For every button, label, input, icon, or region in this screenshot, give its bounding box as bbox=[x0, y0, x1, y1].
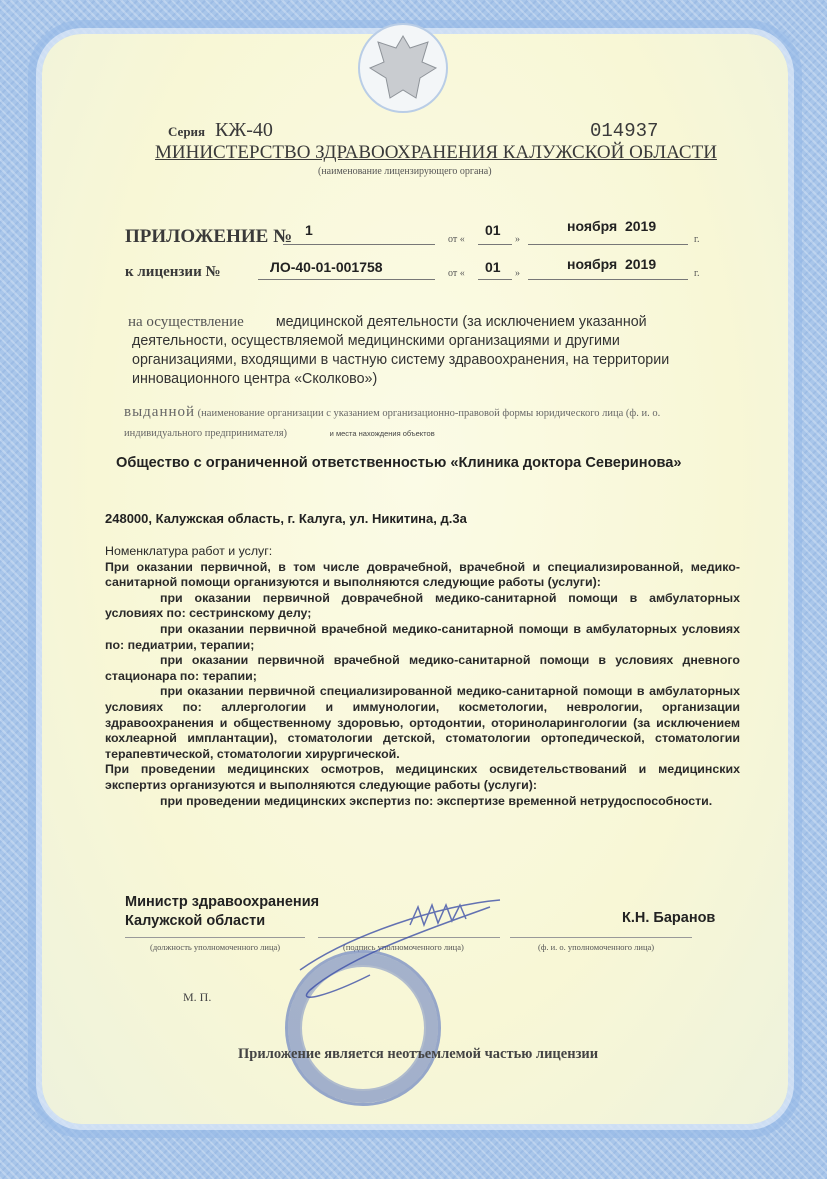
position-line-1: Министр здравоохранения bbox=[125, 894, 320, 910]
year-suffix: г. bbox=[694, 268, 700, 279]
quote-close: » bbox=[515, 234, 520, 245]
licensing-authority: МИНИСТЕРСТВО ЗДРАВООХРАНЕНИЯ КАЛУЖСКОЙ ОБЛАСТИ bbox=[155, 142, 717, 163]
appendix-month-year: ноября 2019 bbox=[567, 218, 657, 234]
series-value: КЖ-40 bbox=[215, 119, 273, 141]
appendix-from: от « bbox=[448, 234, 465, 245]
series-label: Серия bbox=[168, 124, 206, 139]
issued-caption: (наименование организации с указанием организационно-правовой формы юридического лица (ф. и. о. индивидуального предпринимателя) bbox=[124, 408, 661, 439]
nomenclature-block bbox=[105, 544, 740, 809]
nomenclature-paragraph: при оказании первичной врачебной медико-санитарной помощи в амбулаторных условиях по: педиатрии, терапии; bbox=[105, 621, 740, 652]
signatory-name: К.Н. Баранов bbox=[622, 910, 716, 926]
issued-block bbox=[124, 402, 704, 444]
activity-block bbox=[128, 313, 672, 389]
nomenclature-paragraph: при проведении медицинских экспертиз по: экспертизе временной нетрудоспособности. bbox=[160, 793, 713, 808]
authority-caption: (наименование лицензирующего органа) bbox=[318, 166, 492, 177]
issued-caption-2: и места нахождения объектов bbox=[329, 429, 435, 438]
issued-label: выданной bbox=[124, 404, 196, 420]
appendix-day: 01 bbox=[485, 222, 501, 238]
nomenclature-title: Номенклатура работ и услуг: bbox=[105, 544, 273, 558]
name-caption: (ф. и. о. уполномоченного лица) bbox=[538, 942, 655, 952]
nomenclature-paragraph: При оказании первичной, в том числе доврачебной, врачебной и специализированной, медико-санитарной помощи организуются и выполняются следующие работы (услуги): bbox=[105, 559, 740, 590]
license-number: ЛО-40-01-001758 bbox=[270, 259, 383, 275]
nomenclature-paragraph: При проведении медицинских осмотров, медицинских освидетельствований и медицинских экспертиз организуются и выполняются следующие работы (услуги): bbox=[105, 762, 740, 792]
license-from: от « bbox=[448, 268, 465, 279]
nomenclature-paragraph: при оказании первичной врачебной медико-санитарной помощи в условиях дневного стационара по: терапии; bbox=[105, 653, 740, 683]
position-caption: (должность уполномоченного лица) bbox=[150, 942, 281, 952]
license-day: 01 bbox=[485, 259, 501, 275]
nomenclature-paragraph: при оказании первичной специализированной медико-санитарной помощи в амбулаторных условиях по: аллергологии и иммунологии, косметологии, неврологии, организации здравоохранения и общественному здоровью, ортодонтии, оториноларингологии (за исключением кохлеарной имплантации), стоматологии детской, стоматологии ортопедической, стоматологии терапевтической, стоматологии хирургической. bbox=[105, 684, 740, 761]
form-number: 014937 bbox=[590, 120, 659, 142]
coat-of-arms-emblem bbox=[358, 18, 448, 118]
stamp-place-label: М. П. bbox=[183, 990, 212, 1004]
appendix-number: 1 bbox=[305, 222, 313, 238]
activity-text: медицинской деятельности (за исключением указанной деятельности, осуществляемой медицинскими организациями и другими организациями, входящими в частную систему здравоохранения, на территории инновационного центра «Сколково») bbox=[132, 314, 670, 387]
nomenclature-paragraph: при оказании первичной доврачебной медико-санитарной помощи в амбулаторных условиях по: сестринскому делу; bbox=[105, 590, 740, 621]
signature-caption: (подпись уполномоченного лица) bbox=[343, 942, 464, 952]
organization-address: 248000, Калужская область, г. Калуга, ул. Никитина, д.3а bbox=[105, 511, 467, 526]
footer-note: Приложение является неотъемлемой частью лицензии bbox=[238, 1046, 599, 1062]
license-label: к лицензии № bbox=[125, 264, 221, 280]
appendix-label: ПРИЛОЖЕНИЕ № bbox=[125, 226, 293, 247]
position-line-2: Калужской области bbox=[125, 913, 266, 929]
quote-close: » bbox=[515, 268, 520, 279]
license-month-year: ноября 2019 bbox=[567, 256, 657, 272]
handwritten-signature bbox=[290, 895, 520, 1015]
year-suffix: г. bbox=[694, 234, 700, 245]
activity-label: на осуществление bbox=[128, 314, 244, 330]
organization-name: Общество с ограниченной ответственностью «Клиника доктора Северинова» bbox=[116, 455, 682, 471]
